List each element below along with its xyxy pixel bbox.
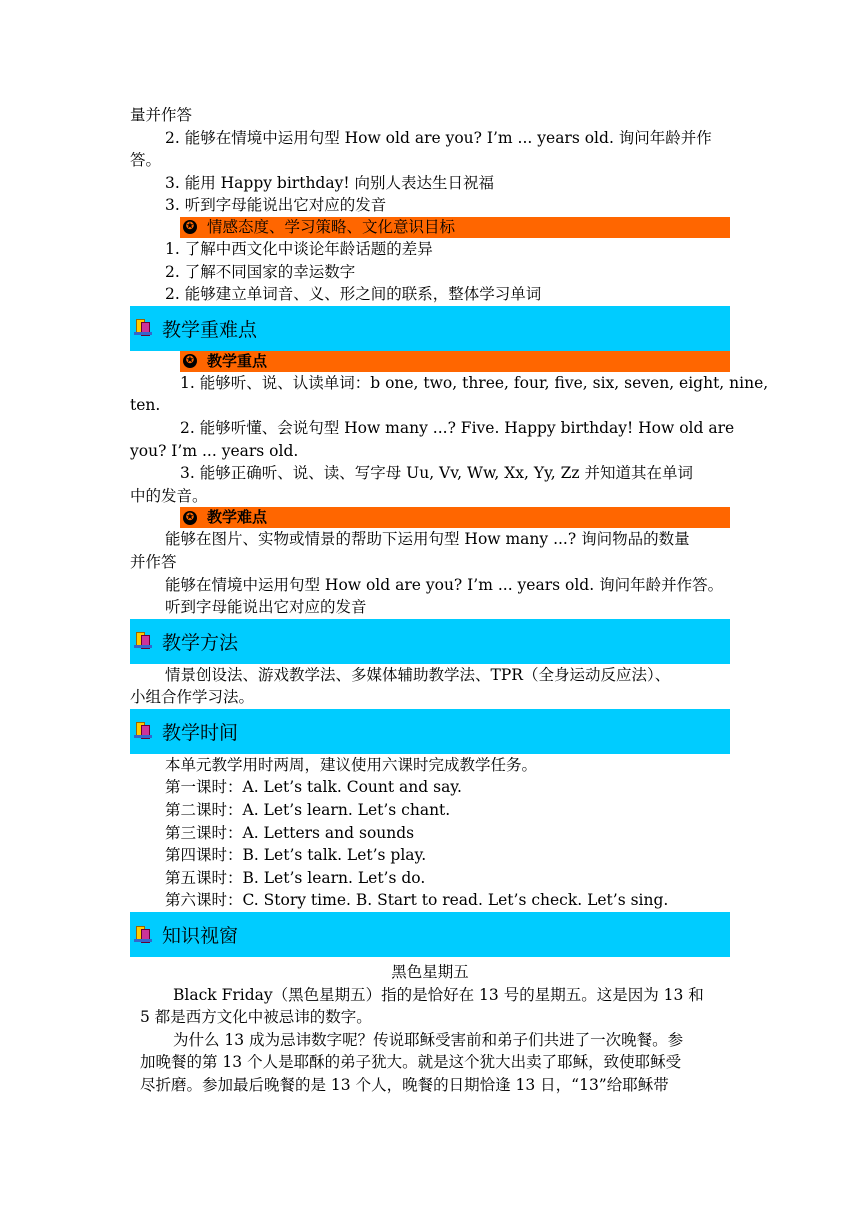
book-stack-icon <box>134 319 152 337</box>
text-line: 量并作答 <box>130 106 193 124</box>
text-line: 2. 能够在情境中运用句型 How old are you? I’m ... years old. 询问年龄并作 <box>165 128 712 147</box>
text-line: 中的发音。 <box>130 486 208 505</box>
text-line: 情景创设法、游戏教学法、多媒体辅助教学法、TPR（全身运动反应法）、 <box>165 665 671 684</box>
circle-star-icon: ✪ <box>183 354 197 368</box>
text-line: you? I’m ... years old. <box>130 441 299 460</box>
text-line: 2. 能够听懂、会说句型 How many ...? Five. Happy birthday! How old are <box>180 418 735 437</box>
lesson-item: 第五课时：B. Let’s learn. Let’s do. <box>165 868 426 887</box>
text-line: 为什么 13 成为忌讳数字呢？传说耶稣受害前和弟子们共进了一次晚餐。参 <box>173 1030 684 1049</box>
text-line: 能够在图片、实物或情景的帮助下运用句型 How many ...? 询问物品的数量 <box>165 530 690 549</box>
lesson-item: 第六课时：C. Story time. B. Start to read. Let’s check. Let’s sing. <box>165 891 669 910</box>
book-stack-icon <box>134 926 152 944</box>
heading-label: 教学时间 <box>162 721 239 744</box>
text-line: 尽折磨。参加最后晚餐的是 13 个人，晚餐的日期恰逢 13 日，“13”给耶稣带 <box>140 1076 669 1094</box>
heading-label: 教学方法 <box>162 631 239 654</box>
bar-label: 教学难点 <box>207 508 268 527</box>
text-line: 3. 听到字母能说出它对应的发音 <box>165 196 387 215</box>
book-stack-icon <box>134 632 152 650</box>
affective-goals-bar <box>180 217 730 238</box>
bar-label: 情感态度、学习策略、文化意识目标 <box>207 217 456 236</box>
text-line: 1. 了解中西文化中谈论年龄话题的差异 <box>165 239 433 258</box>
section-heading-schedule <box>130 709 730 754</box>
book-stack-icon <box>134 722 152 740</box>
text-line: 本单元教学用时两周，建议使用六课时完成教学任务。 <box>165 755 538 774</box>
text-line: 小组合作学习法。 <box>130 688 255 707</box>
text-line: 5 都是西方文化中被忌讳的数字。 <box>140 1008 372 1027</box>
text-line: 加晚餐的第 13 个人是耶酥的弟子犹大。就是这个犹大出卖了耶稣，致使耶稣受 <box>140 1053 682 1072</box>
text-line: Black Friday（黑色星期五）指的是恰好在 13 号的星期五。这是因为 13 和 <box>173 985 704 1004</box>
text-line: 听到字母能说出它对应的发音 <box>165 598 367 617</box>
lesson-item: 第二课时：A. Let’s learn. Let’s chant. <box>165 801 451 820</box>
text-line: 3. 能用 Happy birthday! 向别人表达生日祝福 <box>165 173 495 192</box>
circle-star-icon: ✪ <box>183 220 197 234</box>
text-line: 2. 了解不同国家的幸运数字 <box>165 262 356 281</box>
text-line: ten. <box>130 396 161 415</box>
difficulty-bar <box>180 507 730 528</box>
section-heading-knowledge <box>130 912 730 957</box>
lesson-item: 第四课时：B. Let’s talk. Let’s play. <box>165 846 427 865</box>
heading-label: 教学重难点 <box>162 318 258 341</box>
section-heading-keypoints <box>130 306 730 351</box>
lesson-item: 第三课时：A. Letters and sounds <box>165 823 415 842</box>
text-line: 答。 <box>130 151 162 170</box>
heading-label: 知识视窗 <box>162 925 239 948</box>
article-title: 黑色星期五 <box>391 963 469 982</box>
text-line: 2. 能够建立单词音、义、形之间的联系，整体学习单词 <box>165 285 542 304</box>
section-heading-methods <box>130 619 730 664</box>
text-line: 3. 能够正确听、说、读、写字母 Uu, Vv, Ww, Xx, Yy, Zz 并知道其在单词 <box>180 464 694 483</box>
document-page <box>130 104 769 1097</box>
text-line: 能够在情境中运用句型 How old are you? I’m ... years old. 询问年龄并作答。 <box>165 575 724 594</box>
text-line: 并作答 <box>130 552 177 571</box>
bar-label: 教学重点 <box>207 351 268 370</box>
text-line: 1. 能够听、说、认读单词：b one, two, three, four, five, six, seven, eight, nine, <box>180 373 769 392</box>
focus-bar <box>180 351 730 372</box>
lesson-item: 第一课时：A. Let’s talk. Count and say. <box>165 778 462 797</box>
circle-star-icon: ✪ <box>183 511 197 525</box>
